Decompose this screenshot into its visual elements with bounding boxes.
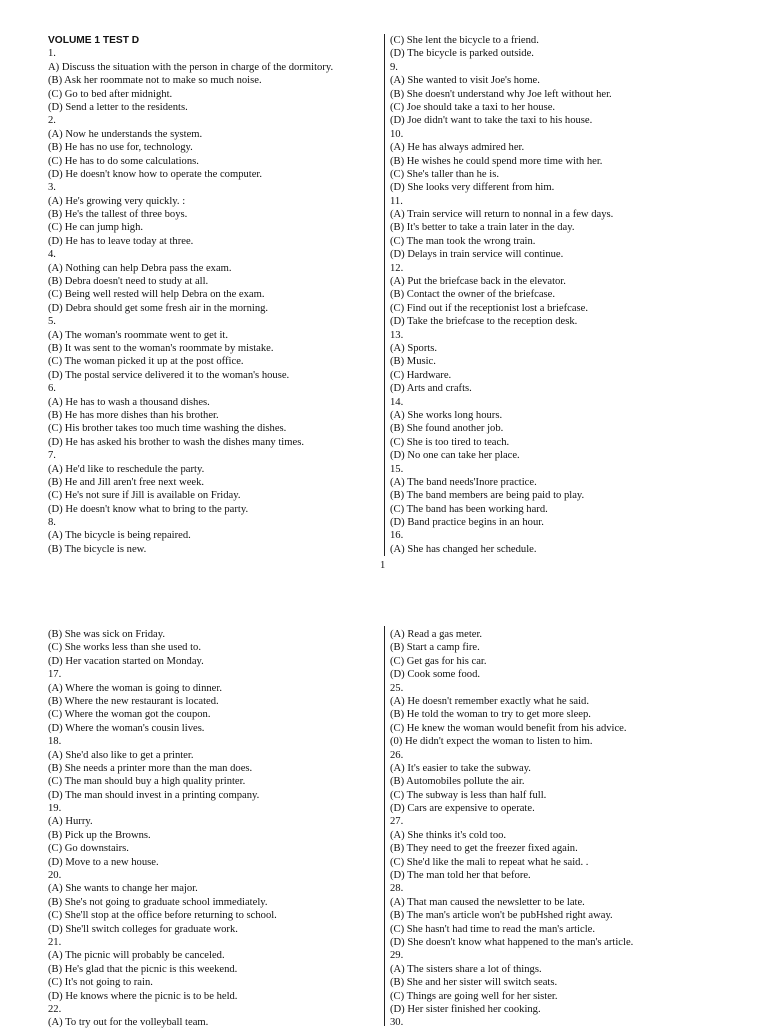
answer-option: (D) The man should invest in a printing company. <box>48 789 260 801</box>
question-number: 1. <box>48 48 56 60</box>
question-number: 19. <box>48 803 62 815</box>
question-number: 4. <box>48 249 56 261</box>
answer-option: (C) She'll stop at the office before returning to school. <box>48 910 277 922</box>
question-number: 12. <box>390 262 404 274</box>
answer-option: (C) Things are going well for her sister. <box>390 990 558 1002</box>
page-number: 1 <box>380 560 386 571</box>
answer-option: (D) Send a letter to the residents. <box>48 101 188 113</box>
answer-option: (B) She and her sister will switch seats. <box>390 977 558 989</box>
question-number: 11. <box>390 195 403 207</box>
answer-option: (C) She's taller than he is. <box>390 168 499 180</box>
answer-option: (D) She doesn't know what happened to the man's article. <box>390 936 634 948</box>
answer-option: (D) He doesn't know what to bring to the party. <box>48 503 249 515</box>
answer-option: (B) The band members are being paid to play. <box>390 490 585 502</box>
answer-option: (A) She wanted to visit Joe's home. <box>390 75 540 87</box>
answer-option: (D) Her sister finished her cooking. <box>390 1003 541 1015</box>
answer-option: (C) Go downstairs. <box>48 843 129 855</box>
page-1-right-column <box>390 34 613 556</box>
answer-option: (B) He and Jill aren't free next week. <box>48 476 205 488</box>
answer-option: (A) Now he understands the system. <box>48 128 203 140</box>
answer-option: (A) She has changed her schedule. <box>390 543 537 555</box>
answer-option: (D) Her vacation started on Monday. <box>48 655 204 667</box>
answer-option: (D) No one can take her place. <box>390 450 520 462</box>
answer-option: (A) He has to wash a thousand dishes. <box>48 396 210 408</box>
answer-option: (D) Take the briefcase to the reception desk. <box>390 316 578 328</box>
answer-option: (D) Cook some food. <box>390 669 481 681</box>
question-number: 6. <box>48 383 56 395</box>
answer-option: (A) Train service will return to nonnal in a few days. <box>390 209 614 221</box>
answer-option: (B) Where the new restaurant is located. <box>48 695 219 707</box>
answer-option: (B) Automobiles pollute the air. <box>390 776 525 788</box>
answer-option: (D) She'll switch colleges for graduate work. <box>48 923 238 935</box>
answer-option: (C) It's not going to rain. <box>48 977 153 989</box>
question-number: 29. <box>390 950 404 962</box>
question-number: 14. <box>390 396 404 408</box>
answer-option: (A) The woman's roommate went to get it. <box>48 329 229 341</box>
question-number: 18. <box>48 736 62 748</box>
answer-option: (A) Sports. <box>390 342 438 354</box>
answer-option: (B) He has more dishes than his brother. <box>48 409 219 421</box>
answer-option: (A) She works long hours. <box>390 409 503 421</box>
question-number: 26. <box>390 749 404 761</box>
answer-option: (B) She needs a printer more than the man does. <box>48 762 253 774</box>
answer-option: (D) He has asked his brother to wash the dishes many times. <box>48 436 304 448</box>
page-2-right-column <box>390 628 633 1030</box>
answer-option: (B) He has no use for, technology. <box>48 142 193 154</box>
answer-option: (C) He's not sure if Jill is available on Friday. <box>48 490 241 502</box>
answer-option: (C) His brother takes too much time washing the dishes. <box>48 423 287 435</box>
answer-option: (C) She is too tired to teach. <box>390 436 510 448</box>
question-number: 7. <box>48 450 56 462</box>
answer-option: (0) He didn't expect the woman to listen to him. <box>390 736 593 748</box>
answer-option: (B) The man's article won't be pubHshed right away. <box>390 910 613 922</box>
question-number: 20. <box>48 870 62 882</box>
answer-option: (C) She'd like the mali to repeat what he said. . <box>390 856 589 868</box>
answer-option: (C) The man should buy a high quality printer. <box>48 776 246 788</box>
answer-option: (C) Where the woman got the coupon. <box>48 709 211 721</box>
answer-option: (A) He has always admired her. <box>390 142 525 154</box>
answer-option: (A) He'd like to reschedule the party. <box>48 463 205 475</box>
question-number: 9. <box>390 61 398 73</box>
answer-option: (C) Find out if the receptionist lost a briefcase. <box>390 302 588 314</box>
answer-option: (C) Get gas for his car. <box>390 655 487 667</box>
question-number: 15. <box>390 463 404 475</box>
page-1-left-column <box>48 34 333 556</box>
answer-option: (D) The bicycle is parked outside. <box>390 48 534 60</box>
answer-option: (A) She'd also like to get a printer. <box>48 749 194 761</box>
answer-option: (D) Arts and crafts. <box>390 383 472 395</box>
answer-option: (D) The postal service delivered it to the woman's house. <box>48 369 290 381</box>
answer-option: (B) She's not going to graduate school immediately. <box>48 896 268 908</box>
answer-option: A) Discuss the situation with the person in charge of the dormitory. <box>48 61 334 73</box>
answer-option: (A) It's easier to take the subway. <box>390 762 531 774</box>
answer-option: (D) Band practice begins in an hour. <box>390 517 544 529</box>
column-divider <box>384 34 385 556</box>
answer-option: (C) She lent the bicycle to a friend. <box>390 35 539 46</box>
question-number: 28. <box>390 883 404 895</box>
answer-option: (D) Move to a new house. <box>48 856 159 868</box>
answer-option: (C) Hardware. <box>390 369 452 381</box>
answer-option: (A) Put the briefcase back in the elevator. <box>390 276 566 288</box>
answer-option: (C) The subway is less than half full. <box>390 789 547 801</box>
answer-option: (A) The band needs'Inore practice. <box>390 476 537 488</box>
question-number: 21. <box>48 936 62 948</box>
question-number: 10. <box>390 128 404 140</box>
answer-option: (B) She was sick on Friday. <box>48 629 166 640</box>
answer-option: (B) He wishes he could spend more time with her. <box>390 155 603 167</box>
answer-option: (A) To try out for the volleyball team. <box>48 1017 209 1029</box>
answer-option: (B) Pick up the Browns. <box>48 829 151 841</box>
answer-option: (B) It's better to take a train later in the day. <box>390 222 575 234</box>
question-number: 27. <box>390 816 404 828</box>
answer-option: (A) That man caused the newsletter to be late. <box>390 896 585 908</box>
answer-option: (B) Music. <box>390 356 436 368</box>
answer-option: (B) Start a camp fire. <box>390 642 480 654</box>
answer-option: (D) He doesn't know how to operate the computer. <box>48 168 263 180</box>
column-divider <box>384 626 385 1026</box>
answer-option: (B) He's the tallest of three boys. <box>48 209 188 221</box>
answer-option: (B) Contact the owner of the briefcase. <box>390 289 556 301</box>
answer-option: (D) He knows where the picnic is to be held. <box>48 990 238 1002</box>
answer-option: (B) The bicycle is new. <box>48 543 147 555</box>
answer-option: (B) He told the woman to try to get more sleep. <box>390 709 591 721</box>
question-number: 30. <box>390 1017 404 1029</box>
question-number: 17. <box>48 669 62 681</box>
answer-option: (A) Nothing can help Debra pass the exam. <box>48 262 232 274</box>
answer-option: (D) Debra should get some fresh air in the morning. <box>48 302 269 314</box>
answer-option: (D) She looks very different from him. <box>390 182 555 194</box>
answer-option: (A) Read a gas meter. <box>390 629 483 640</box>
answer-option: (B) They need to get the freezer fixed again. <box>390 843 578 855</box>
answer-option: (B) She doesn't understand why Joe left without her. <box>390 88 612 100</box>
answer-option: (A) She thinks it's cold too. <box>390 829 507 841</box>
answer-option: (B) Debra doesn't need to study at all. <box>48 276 209 288</box>
question-number: 5. <box>48 316 56 328</box>
answer-option: (A) He doesn't remember exactly what he said. <box>390 695 589 707</box>
answer-option: (A) Where the woman is going to dinner. <box>48 682 222 694</box>
answer-option: (C) She works less than she used to. <box>48 642 202 654</box>
answer-option: (D) Joe didn't want to take the taxi to his house. <box>390 115 593 127</box>
question-number: 16. <box>390 530 404 542</box>
answer-option: (C) Go to bed after midnight. <box>48 88 173 100</box>
answer-option: (C) Joe should take a taxi to her house. <box>390 101 556 113</box>
question-number: 8. <box>48 517 56 529</box>
answer-option: (A) She wants to change her major. <box>48 883 198 895</box>
answer-option: (C) He has to do some calculations. <box>48 155 199 167</box>
answer-option: (A) The picnic will probably be canceled. <box>48 950 225 962</box>
answer-option: (D) Where the woman's cousin lives. <box>48 722 205 734</box>
answer-option: (C) He knew the woman would benefit from his advice. <box>390 722 627 734</box>
answer-option: (A) The bicycle is being repaired. <box>48 530 191 542</box>
answer-option: (D) The man told her that before. <box>390 870 531 882</box>
answer-option: (C) He can jump high. <box>48 222 144 234</box>
answer-option: (D) He has to leave today at three. <box>48 235 194 247</box>
answer-option: (D) Delays in train service will continue. <box>390 249 564 261</box>
answer-option: (B) Ask her roommate not to make so much noise. <box>48 75 262 87</box>
question-number: 3. <box>48 182 56 194</box>
answer-option: (C) The man took the wrong train. <box>390 235 536 247</box>
test-title: VOLUME 1 TEST D <box>48 35 140 46</box>
question-number: 13. <box>390 329 404 341</box>
answer-option: (C) The woman picked it up at the post office. <box>48 356 244 368</box>
answer-option: (C) She hasn't had time to read the man's article. <box>390 923 596 935</box>
answer-option: (A) Hurry. <box>48 816 93 828</box>
answer-option: (B) She found another job. <box>390 423 504 435</box>
answer-option: (B) He's glad that the picnic is this weekend. <box>48 963 238 975</box>
question-number: 22. <box>48 1003 62 1015</box>
answer-option: (A) He's growing very quickly. : <box>48 195 186 207</box>
answer-option: (C) The band has been working hard. <box>390 503 548 515</box>
answer-option: (A) The sisters share a lot of things. <box>390 963 542 975</box>
question-number: 2. <box>48 115 56 127</box>
question-number: 25. <box>390 682 404 694</box>
answer-option: (B) It was sent to the woman's roommate by mistake. <box>48 342 274 354</box>
answer-option: (C) Being well rested will help Debra on the exam. <box>48 289 265 301</box>
page-2 <box>0 590 768 1029</box>
answer-option: (D) Cars are expensive to operate. <box>390 803 535 815</box>
page-2-left-column <box>48 628 277 1030</box>
